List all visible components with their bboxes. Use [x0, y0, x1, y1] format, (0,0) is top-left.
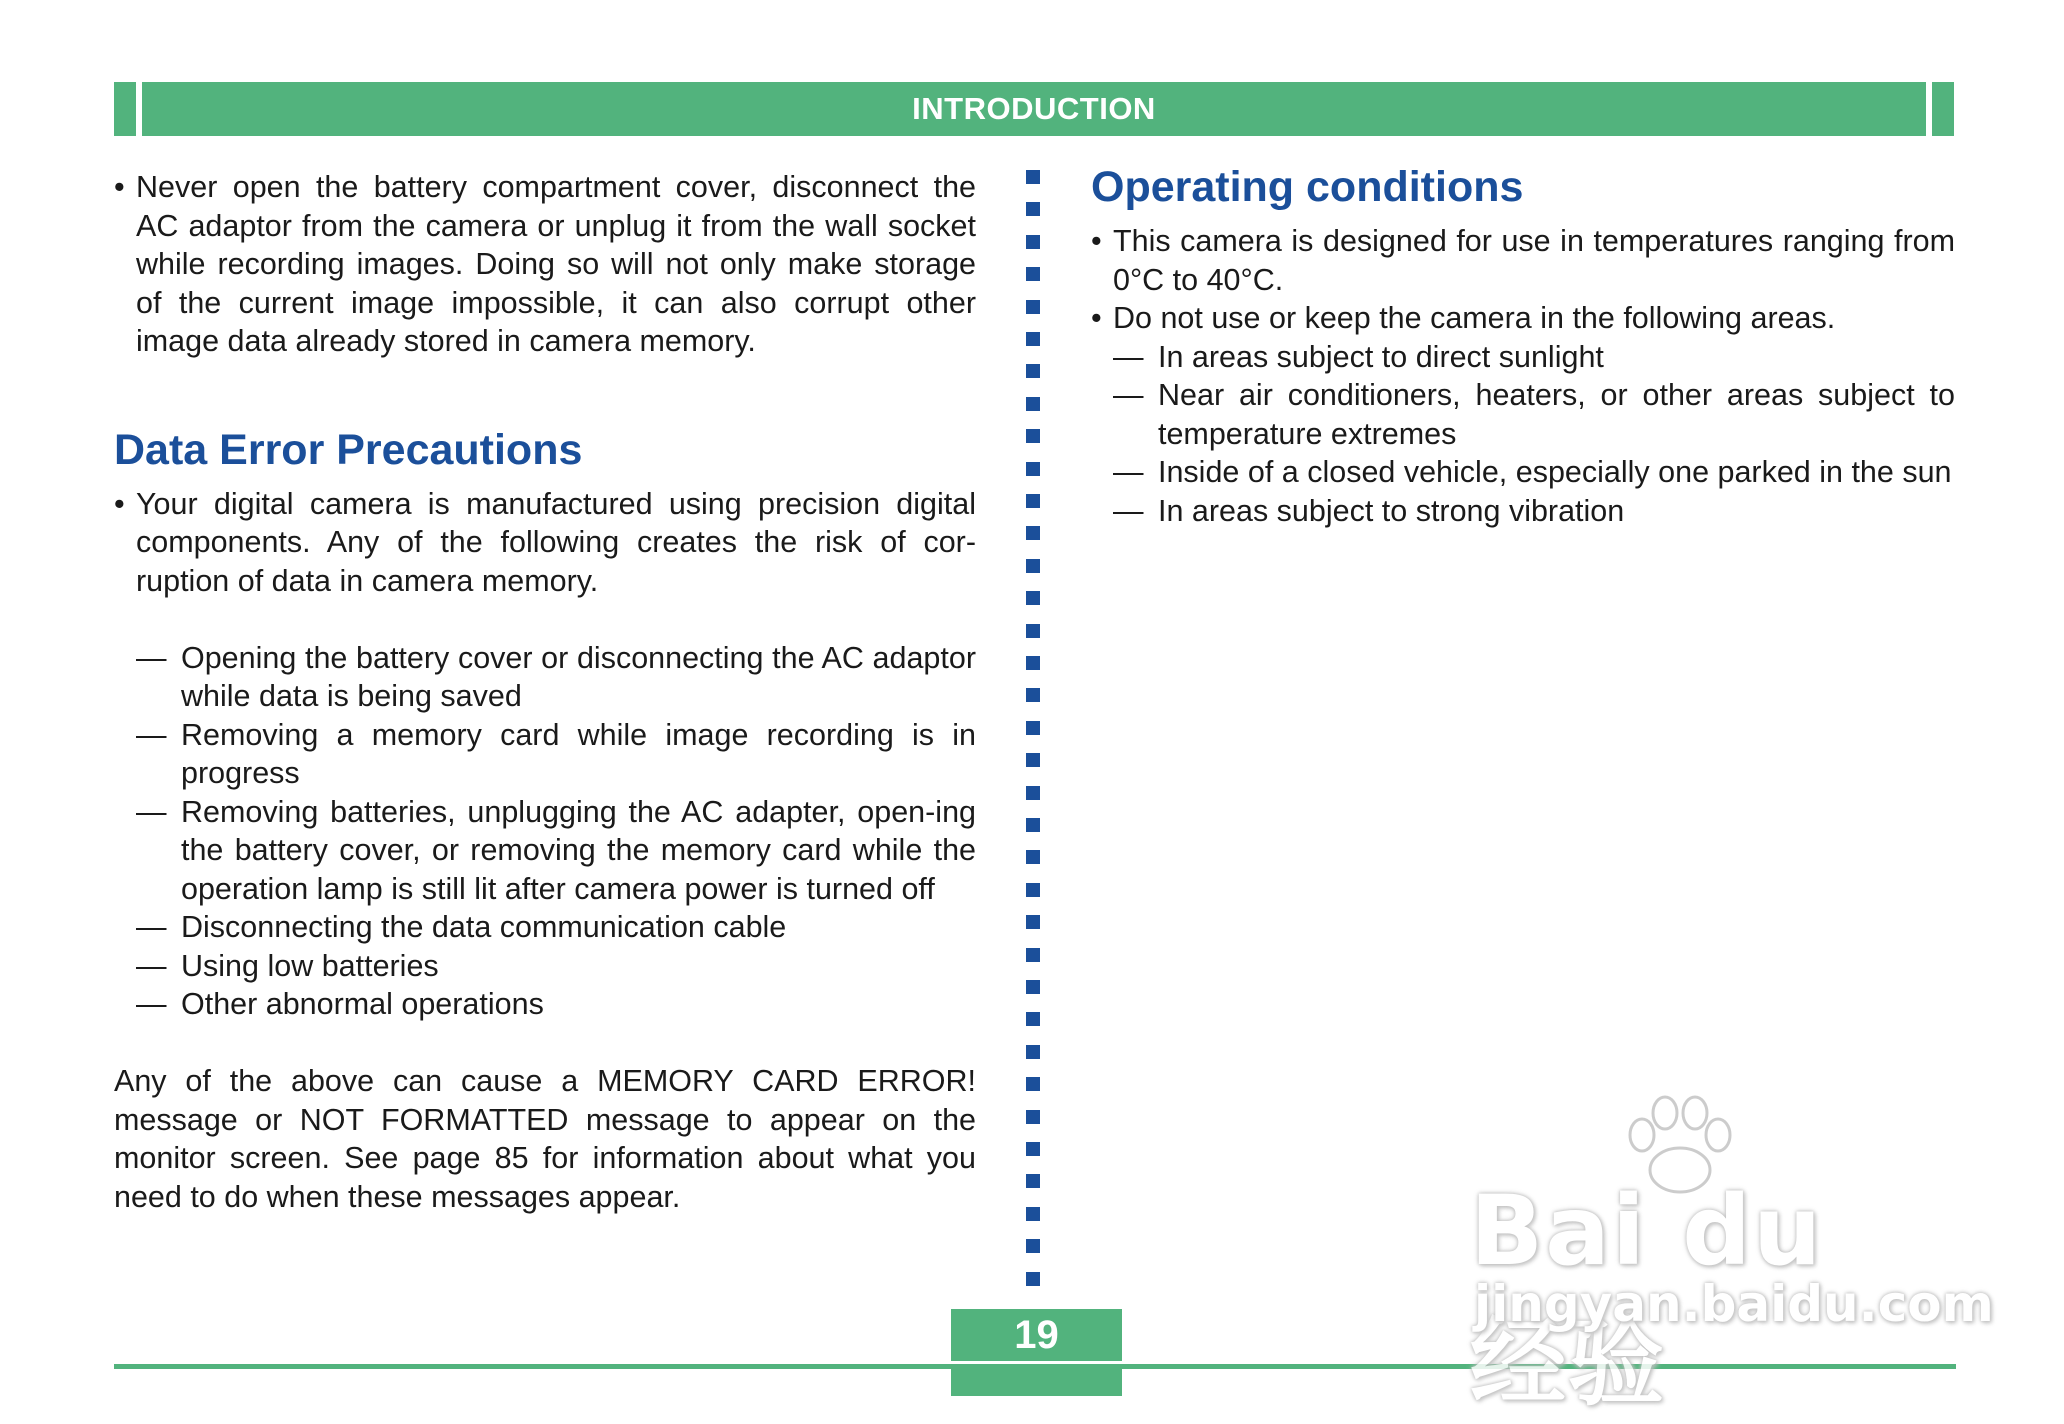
divider-dot: [1026, 1142, 1040, 1156]
divider-dot: [1026, 850, 1040, 864]
page-number-box: [951, 1309, 1122, 1396]
divider-dot: [1026, 883, 1040, 897]
dash-text: In areas subject to strong vibration: [1158, 493, 1625, 528]
divider-dot: [1026, 591, 1040, 605]
divider-dot: [1026, 267, 1040, 281]
divider-dot: [1026, 300, 1040, 314]
data-error-heading: Data Error Precautions: [114, 425, 583, 474]
divider-dot: [1026, 429, 1040, 443]
watermark-brand: Bai du 经验: [1470, 1175, 1824, 1419]
operating-conditions-heading: Operating conditions: [1091, 163, 1524, 211]
dash-marker: —: [1113, 378, 1144, 412]
section-header: [114, 82, 1954, 136]
divider-dot: [1026, 202, 1040, 216]
data-error-bullet: [114, 485, 976, 601]
column-divider: [1026, 170, 1042, 1290]
divider-dot: [1026, 656, 1040, 670]
closing-paragraph: Any of the above can cause a MEMORY CARD ERROR! message or NOT FORMATTED message to appear on the monitor screen. See page 85 for information about what you need to do when these messages appear.: [114, 1064, 976, 1214]
divider-dot: [1026, 948, 1040, 962]
page-number-tab: [951, 1367, 1122, 1396]
conditions-bullet: [1091, 222, 1955, 299]
dash-text: Opening the battery cover or disconnecting the AC adaptor while data is being saved: [181, 640, 976, 713]
page-number: 19: [951, 1309, 1122, 1361]
dash-item: [114, 947, 976, 986]
dash-item: [1091, 453, 1955, 492]
bullet-text: Do not use or keep the camera in the following areas.: [1113, 301, 1836, 335]
divider-dot: [1026, 753, 1040, 767]
dash-marker: —: [1113, 339, 1144, 374]
dash-text: Removing a memory card while image recording is in progress: [181, 717, 976, 790]
divider-dot: [1026, 1110, 1040, 1124]
watermark-url: jingyan.baidu.com: [1474, 1275, 1994, 1333]
divider-dot: [1026, 786, 1040, 800]
divider-dot: [1026, 980, 1040, 994]
dash-item: [114, 793, 976, 909]
bullet-marker: •: [1091, 301, 1102, 335]
conditions-bullet: [1091, 299, 1955, 338]
intro-bullet: [114, 168, 976, 361]
right-column: [1091, 162, 1955, 530]
divider-dot: [1026, 818, 1040, 832]
divider-dot: [1026, 1239, 1040, 1253]
divider-dot: [1026, 624, 1040, 638]
dash-item: [114, 639, 976, 716]
bullet-text: This camera is designed for use in temperatures ranging from 0°C to 40°C.: [1113, 224, 1955, 297]
divider-dot: [1026, 1272, 1040, 1286]
divider-dot: [1026, 688, 1040, 702]
dash-text: Removing batteries, unplugging the AC adapter, open-ing the battery cover, or removing the memory card while the operation lamp is still lit after camera power is turned off: [181, 794, 976, 906]
dash-marker: —: [136, 948, 167, 983]
dash-text: Disconnecting the data communication cable: [181, 910, 787, 944]
dash-text: Other abnormal operations: [181, 987, 544, 1021]
divider-dot: [1026, 1077, 1040, 1091]
divider-dot: [1026, 559, 1040, 573]
dash-marker: —: [136, 640, 167, 675]
bullet-text: Your digital camera is manufactured using precision digital components. Any of the following creates the risk of cor-ruption of data in camera memory.: [136, 486, 976, 598]
dash-item: [114, 908, 976, 947]
divider-dot: [1026, 494, 1040, 508]
dash-item: [114, 716, 976, 793]
bullet-text: Never open the battery compartment cover, disconnect the AC adaptor from the camera or unplug it from the wall socket while recording images. Doing so will not only make storage of the current image impossible, it can also corrupt other image data already stored in camera memory.: [136, 170, 976, 358]
header-cap-right: [1932, 82, 1954, 136]
bullet-marker: •: [1091, 224, 1102, 258]
dash-item: [1091, 492, 1955, 531]
dash-item: [1091, 376, 1955, 453]
divider-dot: [1026, 462, 1040, 476]
dash-marker: —: [136, 717, 167, 752]
baidu-watermark: [1470, 1095, 1994, 1419]
header-cap-left: [114, 82, 136, 136]
divider-dot: [1026, 1045, 1040, 1059]
divider-dot: [1026, 364, 1040, 378]
dash-marker: —: [136, 794, 167, 829]
dash-text: Near air conditioners, heaters, or other areas subject to temperature extremes: [1158, 378, 1955, 451]
section-title: INTRODUCTION: [142, 82, 1926, 136]
dash-text: In areas subject to direct sunlight: [1158, 339, 1604, 374]
bullet-marker: •: [114, 170, 125, 204]
dash-text: Inside of a closed vehicle, especially one parked in the sun: [1158, 455, 1952, 489]
divider-dot: [1026, 1012, 1040, 1026]
divider-dot: [1026, 235, 1040, 249]
dash-marker: —: [1113, 455, 1144, 489]
bullet-marker: •: [114, 486, 125, 521]
left-column: [114, 168, 976, 1216]
dash-marker: —: [136, 910, 167, 944]
dash-marker: —: [136, 987, 167, 1021]
divider-dot: [1026, 1207, 1040, 1221]
divider-dot: [1026, 721, 1040, 735]
dash-item: [114, 985, 976, 1024]
divider-dot: [1026, 397, 1040, 411]
divider-dot: [1026, 332, 1040, 346]
dash-text: Using low batteries: [181, 948, 439, 983]
divider-dot: [1026, 915, 1040, 929]
dash-item: [1091, 338, 1955, 377]
dash-marker: —: [1113, 493, 1144, 528]
divider-dot: [1026, 1174, 1040, 1188]
divider-dot: [1026, 170, 1040, 184]
divider-dot: [1026, 526, 1040, 540]
